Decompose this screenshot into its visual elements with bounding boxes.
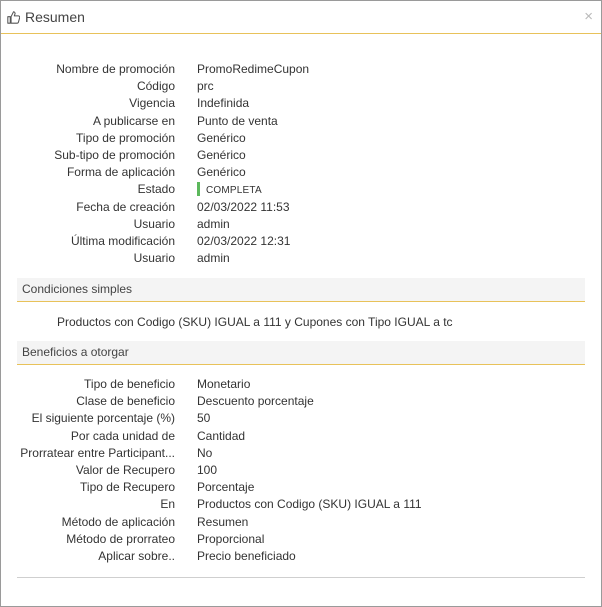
row-value: 02/03/2022 12:31 — [197, 234, 291, 248]
summary-row — [1, 462, 601, 479]
section-benefits-header — [17, 341, 585, 365]
summary-row — [1, 113, 601, 130]
row-label: Tipo de beneficio — [84, 377, 175, 391]
dialog-header — [1, 1, 601, 34]
summary-row — [1, 531, 601, 548]
row-label: Última modificación — [70, 234, 175, 248]
row-value: admin — [197, 251, 230, 266]
summary-row — [1, 514, 601, 531]
section-title: Condiciones simples — [22, 282, 133, 296]
summary-row — [1, 95, 601, 112]
summary-row — [1, 130, 601, 147]
status-indicator — [197, 182, 200, 196]
row-label: Por cada unidad de — [70, 428, 175, 443]
row-value: 02/03/2022 11:53 — [197, 199, 290, 214]
thumbs-up-icon — [7, 10, 21, 24]
row-value: Productos con Codigo (SKU) IGUAL a 111 — [197, 497, 422, 512]
row-value: PromoRedimeCupon — [197, 62, 310, 76]
summary-row — [1, 445, 601, 462]
summary-row — [1, 548, 601, 565]
row-label: Método de prorrateo — [66, 531, 175, 546]
row-value: Proporcional — [197, 531, 265, 546]
summary-row — [1, 428, 601, 445]
row-label: Método de aplicación — [61, 514, 175, 529]
row-value: Cantidad — [197, 428, 246, 443]
row-value: Monetario — [197, 377, 251, 391]
row-label: Tipo de promoción — [76, 130, 175, 145]
row-value: Genérico — [197, 165, 246, 180]
row-label: Estado — [137, 182, 175, 197]
row-label: Valor de Recupero — [75, 463, 175, 477]
row-label: Fecha de creación — [76, 199, 175, 214]
row-label: Nombre de promoción — [56, 62, 175, 76]
section-title: Beneficios a otorgar — [22, 345, 129, 359]
summary-row — [1, 410, 601, 427]
dialog-title: Resumen — [25, 9, 85, 25]
row-label: En — [160, 497, 175, 512]
summary-row — [1, 181, 601, 198]
row-value: Indefinida — [197, 96, 250, 111]
status-badge: COMPLETA — [206, 185, 262, 197]
row-label: Prorratear entre Participant... — [20, 445, 175, 460]
row-label: Forma de aplicación — [66, 165, 175, 180]
summary-row — [1, 250, 601, 267]
summary-row — [1, 496, 601, 513]
conditions-text: Productos con Codigo (SKU) IGUAL a 111 y Cupones con Tipo IGUAL a tc — [57, 315, 453, 329]
row-value: No — [197, 445, 213, 460]
summary-row — [1, 147, 601, 164]
close-icon[interactable]: × — [584, 8, 593, 25]
row-value: Precio beneficiado — [197, 549, 296, 563]
row-value: admin — [197, 216, 230, 231]
section-conditions-header — [17, 278, 585, 302]
row-label: El siguiente porcentaje (%) — [31, 411, 175, 426]
summary-row — [1, 393, 601, 410]
row-value: Resumen — [197, 514, 249, 529]
row-label: Usuario — [133, 216, 175, 231]
summary-row — [1, 376, 601, 393]
row-value: 50 — [197, 411, 211, 426]
row-label: A publicarse en — [92, 113, 175, 128]
row-label: Código — [136, 79, 175, 94]
row-label: Sub-tipo de promoción — [54, 148, 175, 162]
summary-row — [1, 479, 601, 496]
row-value: Genérico — [197, 130, 246, 145]
row-label: Tipo de Recupero — [80, 480, 175, 495]
row-label: Aplicar sobre.. — [98, 549, 175, 563]
divider — [17, 577, 585, 578]
row-value: Porcentaje — [197, 480, 255, 495]
summary-row — [1, 61, 601, 78]
row-value: 100 — [197, 463, 218, 477]
row-value: Descuento porcentaje — [197, 394, 314, 409]
summary-row — [1, 164, 601, 181]
summary-row — [1, 216, 601, 233]
row-label: Vigencia — [129, 96, 175, 111]
row-label: Clase de beneficio — [76, 394, 175, 409]
row-value: prc — [197, 79, 214, 94]
summary-row — [1, 199, 601, 216]
row-value — [197, 181, 262, 199]
row-label: Usuario — [133, 251, 175, 266]
summary-row — [1, 233, 601, 250]
row-value: Punto de venta — [197, 113, 278, 128]
row-value: Genérico — [197, 148, 246, 162]
summary-row — [1, 78, 601, 95]
